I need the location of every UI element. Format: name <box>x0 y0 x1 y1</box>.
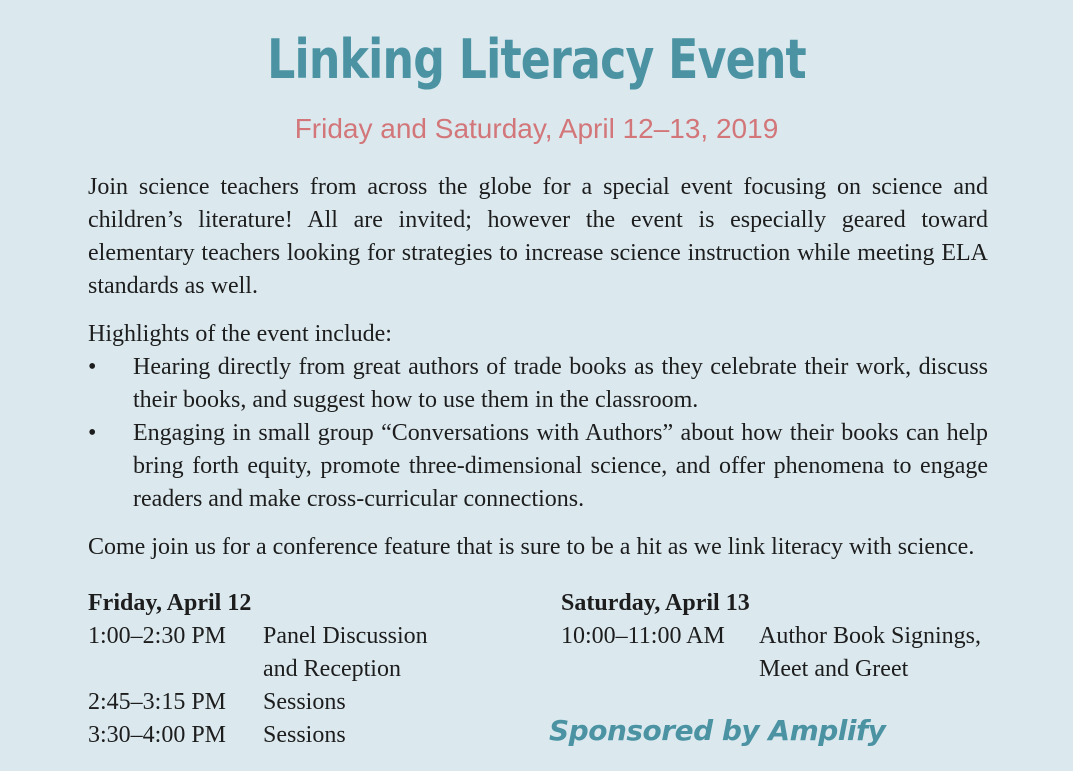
highlight-item <box>88 417 988 516</box>
schedule-event: Author Book Signings, Meet and Greet <box>759 623 982 682</box>
schedule-event: Sessions <box>263 689 346 715</box>
schedule-row <box>88 719 508 752</box>
event-title: Linking Literacy Event <box>267 28 806 91</box>
schedule-row <box>561 620 1001 686</box>
event-dates: Friday and Saturday, April 12–13, 2019 <box>294 113 779 144</box>
schedule-row <box>88 686 508 719</box>
schedule-event: Panel Discussion and Reception <box>263 623 428 682</box>
schedule-day-heading: Saturday, April 13 <box>561 590 750 616</box>
schedule-day-heading: Friday, April 12 <box>88 590 252 616</box>
closing-paragraph: Come join us for a conference feature that is sure to be a hit as we link literacy with science. <box>88 534 975 560</box>
bullet-icon: • <box>88 354 97 380</box>
schedule-time: 2:45–3:15 PM <box>88 689 227 715</box>
schedule-time: 3:30–4:00 PM <box>88 722 227 748</box>
schedule-row <box>88 620 508 686</box>
schedule-event: Sessions <box>263 722 346 748</box>
highlight-text: Hearing directly from great authors of trade books as they celebrate their work, discuss their books, and suggest how to use them in the classroom. <box>133 354 988 413</box>
schedule-time: 1:00–2:30 PM <box>88 623 227 649</box>
highlights-heading: Highlights of the event include: <box>88 321 392 347</box>
sponsor-text: Sponsored by Amplify <box>549 714 886 747</box>
bullet-icon: • <box>88 420 97 446</box>
highlight-item <box>88 351 988 417</box>
highlights-list <box>88 351 988 516</box>
schedule-time: 10:00–11:00 AM <box>561 623 725 649</box>
intro-paragraph: Join science teachers from across the globe for a special event focusing on science and children’s literature! All are invited; however the event is especially geared toward elementary teachers looking for strategies to increase science instruction while meeting ELA standards as well. <box>88 174 988 299</box>
highlight-text: Engaging in small group “Conversations with Authors” about how their books can help bring forth equity, promote three-dimensional science, and offer phenomena to engage readers and make cross-curricular connections. <box>133 420 988 512</box>
schedule-saturday <box>561 587 1001 686</box>
schedule-friday <box>88 587 508 752</box>
